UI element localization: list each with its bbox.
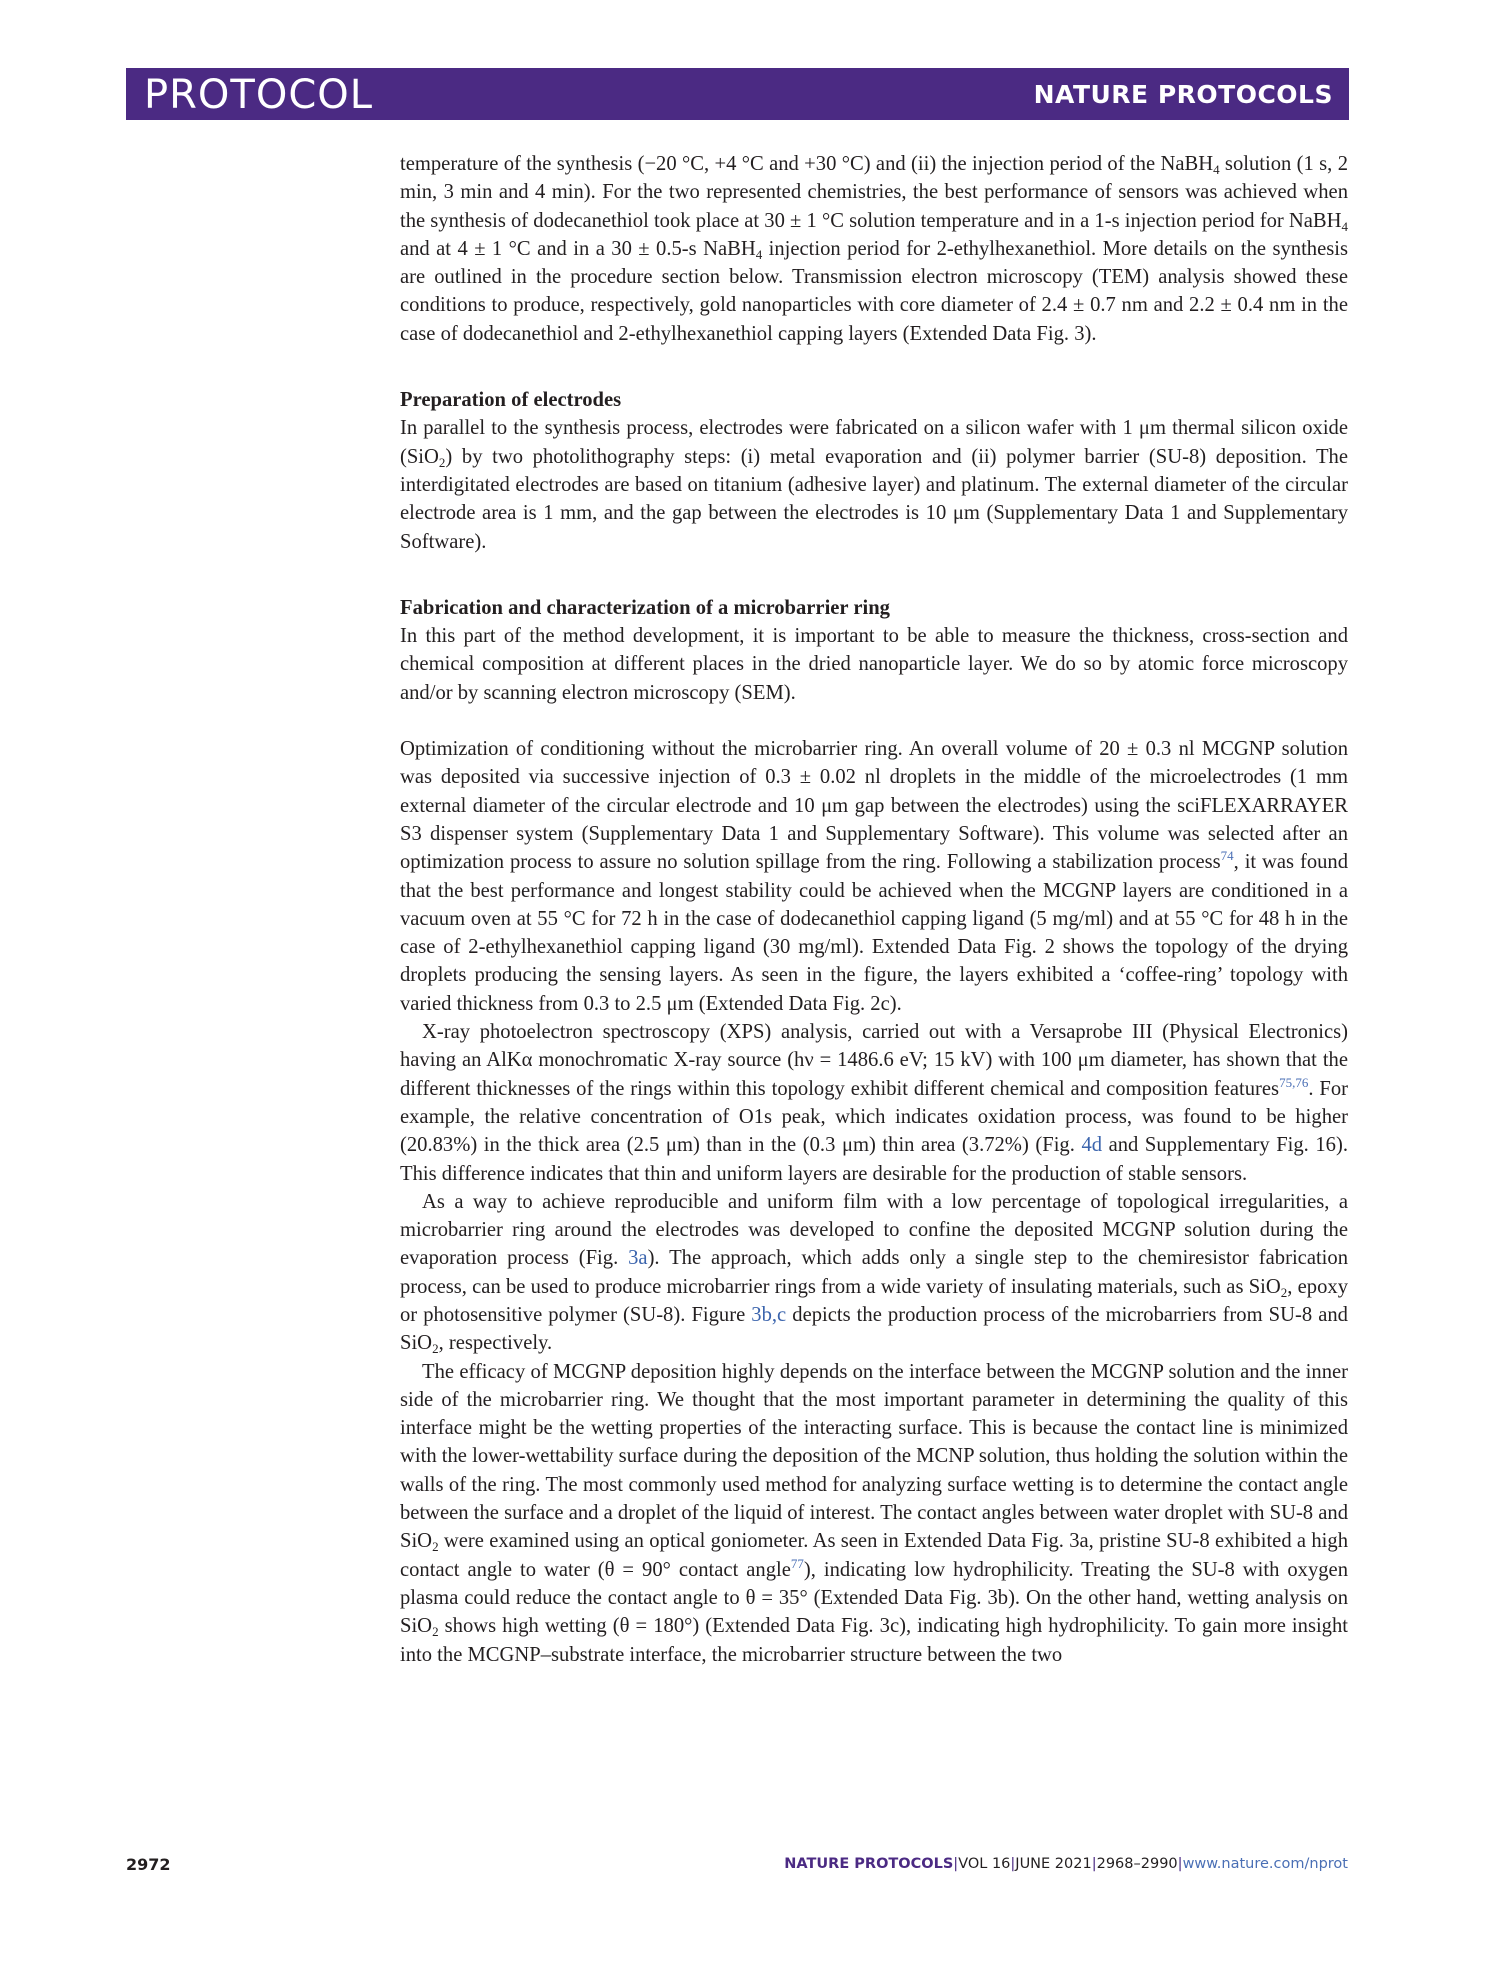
section-label: PROTOCOL	[144, 72, 374, 118]
paragraph-synthesis: temperature of the synthesis (−20 °C, +4 °C and +30 °C) and (ii) the injection period of the NaBH$_4$ solution (1 s, 2 min, 3 min and 4 min). For the two represented chemistries, the best performance of sensors was achieved when the synthesis of dodecanethiol took place at 30 ± 1 °C solution temperature and in a 1-s injection period for NaBH$_4$ and at 4 ± 1 °C and in a 30 ± 0.5-s NaBH$_4$ injection period for 2-ethylhexanethiol. More details on the synthesis are outlined in the procedure section below. Transmission electron microscopy (TEM) analysis showed these conditions to produce, respectively, gold nanoparticles with core diameter of 2.4 ± 0.7 nm and 2.2 ± 0.4 nm in the case of dodecanethiol and 2-ethylhexanethiol capping layers (Extended Data Fig. 3).	[400, 153, 1348, 345]
paragraph-wetting: The efficacy of MCGNP deposition highly depends on the interface between the MCGNP solution and the inner side of the microbarrier ring. We thought that the most important parameter in determining the quality of this interface might be the wetting properties of the interacting surface. This is because the contact line is minimized with the lower-wettability surface during the deposition of the MCNP solution, thus holding the solution within the walls of the ring. The most commonly used method for analyzing surface wetting is to determine the contact angle between the surface and a droplet of the liquid of interest. The contact angles between water droplet with SU-8 and SiO$_2$ were examined using an optical goniometer. As seen in Extended Data Fig. 3a, pristine SU-8 exhibited a high contact angle to water (θ = 90° contact angle$^{77}$), indicating low hydrophilicity. Treating the SU-8 with oxygen plasma could reduce the contact angle to θ = 35° (Extended Data Fig. 3b). On the other hand, wetting analysis on SiO$_2$ shows high wetting (θ = 180°) (Extended Data Fig. 3c), indicating high hydrophilicity. To gain more insight into the MCGNP–substrate interface, the microbarrier structure between the two	[400, 1360, 1348, 1666]
footer-volume: VOL 16	[958, 1856, 1011, 1872]
footer-date: JUNE 2021	[1015, 1856, 1092, 1872]
reference-link[interactable]: 74	[1220, 848, 1234, 864]
footer-journal: NATURE PROTOCOLS	[784, 1856, 954, 1872]
footer-citation: NATURE PROTOCOLS|VOL 16|JUNE 2021|2968–2990|www.nature.com/nprot	[784, 1856, 1348, 1872]
footer-url[interactable]: www.nature.com/nprot	[1182, 1856, 1348, 1872]
paragraph-optimization: Optimization of conditioning without the microbarrier ring. An overall volume of 20 ± 0.3 nl MCGNP solution was deposited via successive injection of 0.3 ± 0.02 nl droplets in the middle of the microelectrodes (1 mm external diameter of the circular electrode and 10 μm gap between the electrodes) using the sciFLEXARRAYER S3 dispenser system (Supplementary Data 1 and Supplementary Software). This volume was selected after an optimization process to assure no solution spillage from the ring. Following a stabilization process$^{74}$, it was found that the best performance and longest stability could be achieved when the MCGNP layers are conditioned in a vacuum oven at 55 °C for 72 h in the case of dodecanethiol capping ligand (5 mg/ml) and at 55 °C for 48 h in the case of 2-ethylhexanethiol capping ligand (30 mg/ml). Extended Data Fig. 2 shows the topology of the drying droplets producing the sensing layers. As seen in the figure, the layers exhibited a ‘coffee-ring’ topology with varied thickness from 0.3 to 2.5 μm (Extended Data Fig. 2c).	[400, 738, 1349, 1015]
paragraph-ring: As a way to achieve reproducible and uniform film with a low percentage of topological irregularities, a microbarrier ring around the electrodes was developed to confine the deposited MCGNP solution during the evaporation process (Fig. 3a). The approach, which adds only a single step to the chemiresistor fabrication process, can be used to produce microbarrier rings from a wide variety of insulating materials, such as SiO$_2$, epoxy or photosensitive polymer (SU-8). Figure 3b,c depicts the production process of the microbarriers from SU-8 and SiO$_2$, respectively.	[400, 1190, 1348, 1357]
journal-label: NATURE PROTOCOLS	[1033, 80, 1333, 109]
paragraph-electrodes: In parallel to the synthesis process, electrodes were fabricated on a silicon wafer with 1 μm thermal silicon oxide (SiO$_2$) by two photolithography steps: (i) metal evaporation and (ii) polymer barrier (SU-8) deposition. The interdigitated electrodes are based on titanium (adhesive layer) and platinum. The external diameter of the circular electrode area is 1 mm, and the gap between the electrodes is 10 μm (Supplementary Data 1 and Supplementary Software).	[400, 417, 1348, 553]
paragraph-xps: X-ray photoelectron spectroscopy (XPS) analysis, carried out with a Versaprobe III (Physical Electronics) having an AlKα monochromatic X-ray source (hν = 1486.6 eV; 15 kV) with 100 μm diameter, has shown that the different thicknesses of the rings within this topology exhibit different chemical and composition features$^{75,76}$. For example, the relative concentration of O1s peak, which indicates oxidation process, was found to be higher (20.83%) in the thick area (2.5 μm) than in the (0.3 μm) thin area (3.72%) (Fig. 4d and Supplementary Fig. 16). This difference indicates that thin and uniform layers are desirable for the production of stable sensors.	[400, 1021, 1348, 1185]
article-body	[400, 150, 1348, 1669]
heading-microbarrier: Fabrication and characterization of a microbarrier ring	[400, 596, 890, 619]
figure-link[interactable]: 4d	[1081, 1134, 1103, 1157]
paragraph-microbarrier-intro: In this part of the method development, it is important to be able to measure the thickness, cross-section and chemical composition at different places in the dried nanoparticle layer. We do so by atomic force microscopy and/or by scanning electron microscopy (SEM).	[400, 625, 1348, 704]
reference-link[interactable]: 77	[790, 1555, 804, 1571]
figure-link[interactable]: 3b,c	[751, 1303, 787, 1326]
figure-link[interactable]: 3a	[628, 1247, 648, 1270]
heading-electrodes: Preparation of electrodes	[400, 389, 622, 412]
footer-pages: 2968–2990	[1096, 1856, 1178, 1872]
page-number: 2972	[126, 1855, 171, 1874]
reference-link[interactable]: 75,76	[1279, 1074, 1309, 1090]
page-header	[126, 68, 1349, 120]
